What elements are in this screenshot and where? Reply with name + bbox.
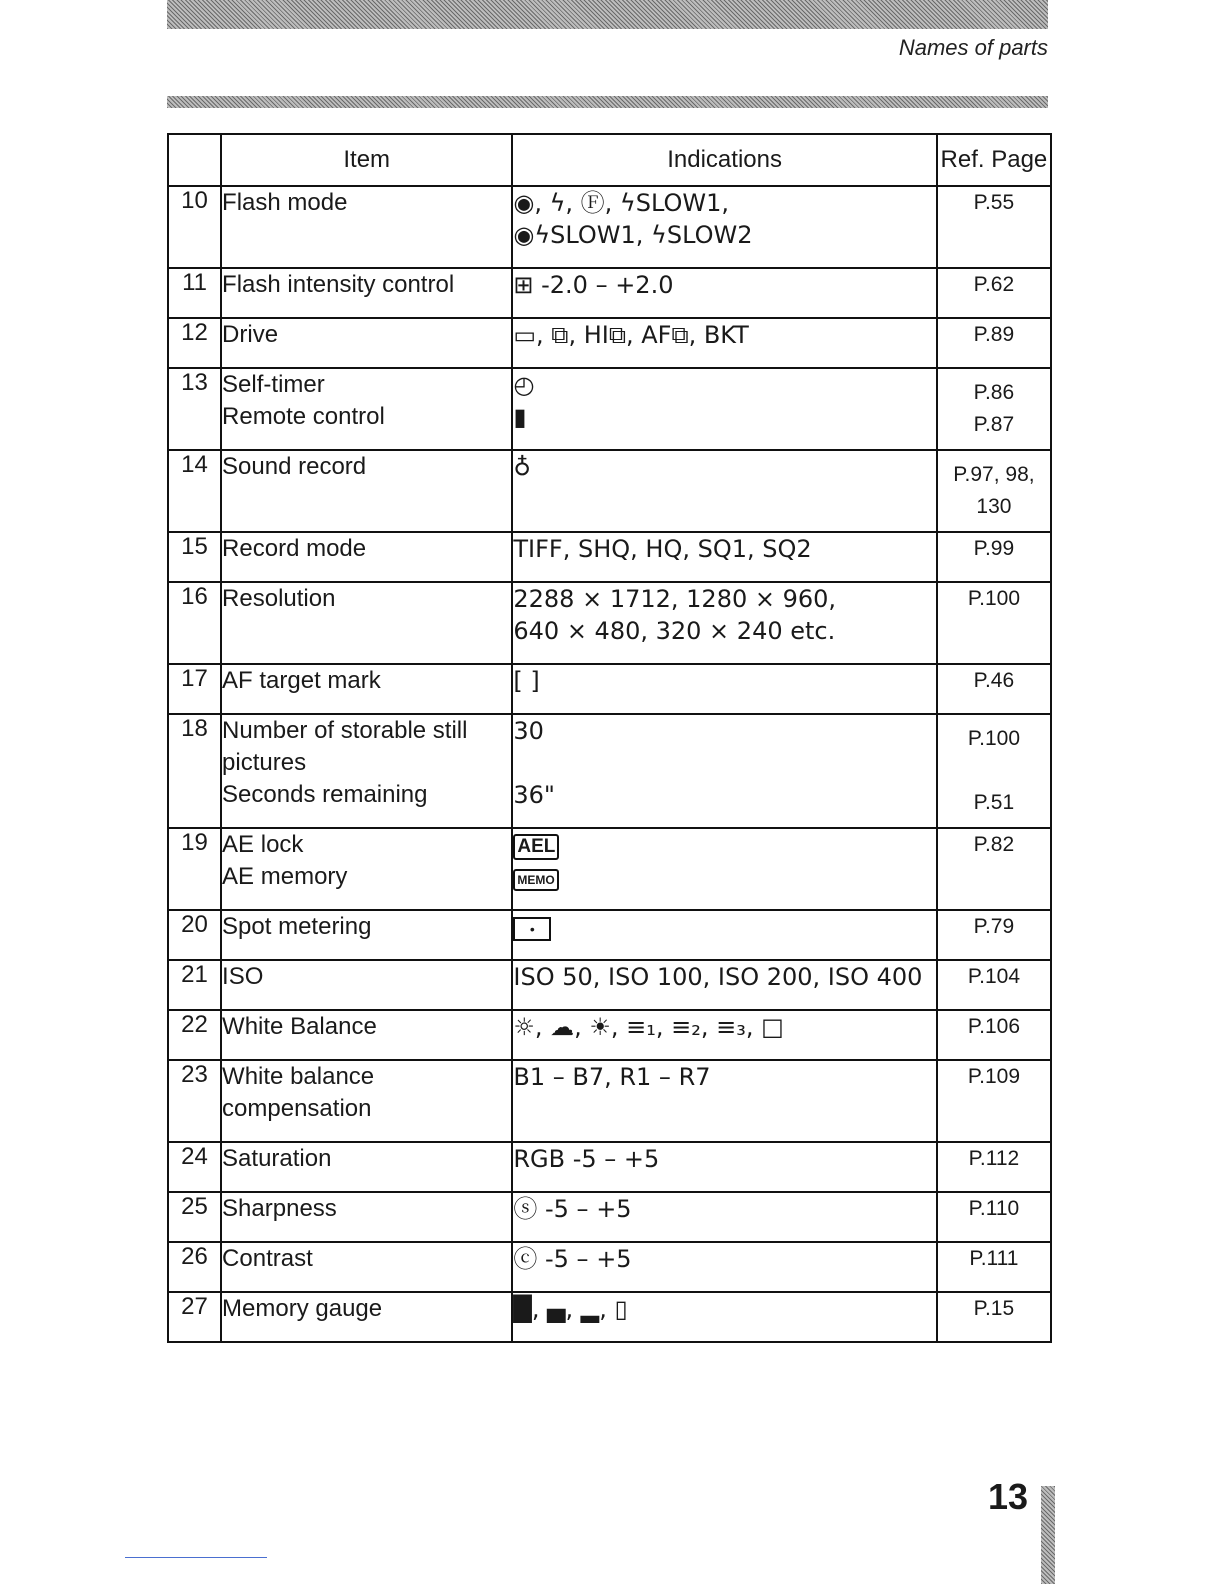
- table-row: [168, 1242, 1051, 1292]
- item-text: Flash intensity control: [222, 271, 455, 298]
- ref-page-text: P.15: [973, 1297, 1015, 1320]
- indications-cell: [512, 714, 936, 828]
- indications-cell: [512, 664, 936, 714]
- table-row: [168, 582, 1051, 664]
- ref-page-text: 130: [976, 495, 1012, 518]
- row-number: 14: [168, 450, 221, 532]
- ref-page-text: P.100: [967, 727, 1020, 750]
- row-number: 18: [168, 714, 221, 828]
- table-row: [168, 910, 1051, 960]
- indication-text: ◉ϟSLOW1, ϟSLOW2: [513, 221, 753, 249]
- indication-text: ☼, ☁, ☀, ≡₁, ≡₂, ≡₃, □: [513, 1013, 784, 1041]
- item-text: ISO: [222, 963, 264, 990]
- ref-page-cell: [937, 532, 1051, 582]
- ref-page-text: P.104: [967, 965, 1020, 988]
- ref-page-text: P.62: [973, 273, 1015, 296]
- row-number: 27: [168, 1292, 221, 1342]
- indications-cell: [512, 1010, 936, 1060]
- ref-page-text: P.51: [973, 791, 1015, 814]
- ref-page-text: P.106: [967, 1015, 1020, 1038]
- section-title: Names of parts: [898, 35, 1048, 60]
- page-number: 13: [987, 1476, 1028, 1517]
- item-text: Flash mode: [222, 189, 348, 216]
- item-cell: [221, 532, 512, 582]
- item-cell: [221, 1142, 512, 1192]
- indications-cell: [512, 1142, 936, 1192]
- indication-text: RGB -5 – +5: [513, 1145, 660, 1173]
- header-item: Item: [221, 134, 512, 186]
- table-row: [168, 186, 1051, 268]
- row-number: 16: [168, 582, 221, 664]
- ref-page-cell: [937, 368, 1051, 450]
- indications-cell: [512, 582, 936, 664]
- row-number: 21: [168, 960, 221, 1010]
- ref-page-cell: [937, 1142, 1051, 1192]
- ref-page-text: [938, 755, 1050, 787]
- ref-page-cell: [937, 1242, 1051, 1292]
- indications-cell: [512, 186, 936, 268]
- indications-cell: [512, 828, 936, 910]
- ref-page-cell: [937, 186, 1051, 268]
- item-cell: [221, 828, 512, 910]
- item-text: pictures: [222, 749, 307, 776]
- item-text: Spot metering: [222, 913, 372, 940]
- row-number: 13: [168, 368, 221, 450]
- footer-underline: [125, 1557, 267, 1558]
- item-cell: [221, 1010, 512, 1060]
- item-cell: [221, 960, 512, 1010]
- item-cell: [221, 582, 512, 664]
- item-text: AF target mark: [222, 667, 381, 694]
- table-row: [168, 1010, 1051, 1060]
- item-cell: [221, 1192, 512, 1242]
- ae-lock-icon: AEL: [513, 834, 559, 860]
- table-row: [168, 268, 1051, 318]
- ref-page-text: P.89: [973, 323, 1015, 346]
- indication-text: B1 – B7, R1 – R7: [513, 1063, 711, 1091]
- indication-text: ISO 50, ISO 100, ISO 200, ISO 400: [513, 963, 923, 991]
- indication-line: [513, 911, 935, 943]
- item-text: Contrast: [222, 1245, 313, 1272]
- row-number: 20: [168, 910, 221, 960]
- table-row: [168, 318, 1051, 368]
- item-text: Sharpness: [222, 1195, 337, 1222]
- row-number: 24: [168, 1142, 221, 1192]
- row-number: 23: [168, 1060, 221, 1142]
- ref-page-cell: [937, 910, 1051, 960]
- header-num: [168, 134, 221, 186]
- item-cell: [221, 368, 512, 450]
- item-text: Number of storable still: [222, 717, 468, 744]
- item-cell: [221, 318, 512, 368]
- item-text: White Balance: [222, 1013, 377, 1040]
- ref-page-text: P.97, 98,: [953, 463, 1035, 486]
- item-text: Seconds remaining: [222, 781, 428, 808]
- ref-page-text: P.112: [968, 1147, 1020, 1170]
- spot-metering-icon: •: [513, 917, 551, 941]
- indications-cell: [512, 1292, 936, 1342]
- ref-page-cell: [937, 268, 1051, 318]
- indications-cell: [512, 1192, 936, 1242]
- indications-cell: [512, 368, 936, 450]
- table-row: [168, 960, 1051, 1010]
- header-rule-bar: [167, 96, 1048, 108]
- indication-text: ◉, ϟ, Ⓕ, ϟSLOW1,: [513, 189, 730, 217]
- row-number: 26: [168, 1242, 221, 1292]
- indication-text: ▮: [513, 403, 527, 431]
- ref-page-text: P.87: [973, 413, 1015, 436]
- item-text: AE lock: [222, 831, 304, 858]
- item-cell: [221, 714, 512, 828]
- row-number: 15: [168, 532, 221, 582]
- indication-text: 2288 × 1712, 1280 × 960,: [513, 585, 837, 613]
- ref-page-cell: [937, 664, 1051, 714]
- ref-page-cell: [937, 318, 1051, 368]
- item-text: Sound record: [222, 453, 367, 480]
- item-cell: [221, 268, 512, 318]
- item-text: compensation: [222, 1095, 372, 1122]
- indications-cell: [512, 910, 936, 960]
- table-row: [168, 1060, 1051, 1142]
- indication-text: 30: [513, 717, 544, 745]
- row-number: 10: [168, 186, 221, 268]
- row-number: 25: [168, 1192, 221, 1242]
- ref-page-text: P.55: [973, 191, 1015, 214]
- table-row: [168, 664, 1051, 714]
- indications-cell: [512, 960, 936, 1010]
- ref-page-cell: [937, 960, 1051, 1010]
- header-indications: Indications: [512, 134, 936, 186]
- item-cell: [221, 1060, 512, 1142]
- ref-page-text: P.111: [969, 1247, 1019, 1270]
- indications-cell: [512, 1242, 936, 1292]
- table-row: [168, 714, 1051, 828]
- table-header-row: [168, 134, 1051, 186]
- ref-page-cell: [937, 714, 1051, 828]
- item-cell: [221, 664, 512, 714]
- row-number: 22: [168, 1010, 221, 1060]
- row-number: 17: [168, 664, 221, 714]
- indication-line: [513, 861, 935, 893]
- item-text: Memory gauge: [222, 1295, 383, 1322]
- indication-text: [513, 747, 935, 779]
- header-hatch-bar: [167, 0, 1048, 29]
- item-cell: [221, 450, 512, 532]
- indication-text: ◴: [513, 371, 535, 399]
- indications-cell: [512, 268, 936, 318]
- item-text: Self-timer: [222, 371, 325, 398]
- indication-line: [513, 829, 935, 861]
- table-row: [168, 532, 1051, 582]
- ref-page-text: P.100: [967, 587, 1020, 610]
- item-text: AE memory: [222, 863, 348, 890]
- indications-cell: [512, 450, 936, 532]
- item-text: Record mode: [222, 535, 367, 562]
- indication-text: [ ]: [513, 667, 540, 695]
- ref-page-text: P.46: [973, 669, 1015, 692]
- thumb-tab: [1041, 1486, 1055, 1584]
- ref-page-cell: [937, 1060, 1051, 1142]
- item-text: Remote control: [222, 403, 385, 430]
- indications-cell: [512, 1060, 936, 1142]
- item-cell: [221, 1242, 512, 1292]
- ref-page-text: P.82: [973, 833, 1015, 856]
- ref-page-cell: [937, 1292, 1051, 1342]
- ref-page-text: P.79: [973, 915, 1015, 938]
- row-number: 11: [168, 268, 221, 318]
- indication-text: 640 × 480, 320 × 240 etc.: [513, 617, 836, 645]
- ref-page-cell: [937, 828, 1051, 910]
- item-cell: [221, 1292, 512, 1342]
- table-row: [168, 1142, 1051, 1192]
- item-cell: [221, 910, 512, 960]
- table-row: [168, 1192, 1051, 1242]
- table-row: [168, 450, 1051, 532]
- ref-page-text: P.99: [973, 537, 1015, 560]
- ae-memory-icon: MEMO: [513, 869, 558, 891]
- ref-page-text: P.110: [968, 1197, 1020, 1220]
- ref-page-text: P.109: [967, 1065, 1020, 1088]
- item-text: Saturation: [222, 1145, 332, 1172]
- indication-text: TIFF, SHQ, HQ, SQ1, SQ2: [513, 535, 812, 563]
- ref-page-cell: [937, 582, 1051, 664]
- indication-text: ⓒ -5 – +5: [513, 1245, 632, 1273]
- table-row: [168, 1292, 1051, 1342]
- indication-text: 36": [513, 781, 555, 809]
- table-row: [168, 828, 1051, 910]
- row-number: 19: [168, 828, 221, 910]
- ref-page-cell: [937, 450, 1051, 532]
- indication-text: ⊞ -2.0 – +2.0: [513, 271, 674, 299]
- indications-cell: [512, 318, 936, 368]
- indication-text: █, ▄, ▂, ▯: [513, 1295, 628, 1323]
- indication-text: ⓢ -5 – +5: [513, 1195, 632, 1223]
- indication-text: ♁: [513, 453, 531, 481]
- ref-page-cell: [937, 1010, 1051, 1060]
- header-ref-page: Ref. Page: [937, 134, 1051, 186]
- ref-page-text: P.86: [973, 381, 1015, 404]
- item-text: Drive: [222, 321, 279, 348]
- table-row: [168, 368, 1051, 450]
- row-number: 12: [168, 318, 221, 368]
- item-text: White balance: [222, 1063, 375, 1090]
- ref-page-cell: [937, 1192, 1051, 1242]
- parts-table: [167, 133, 1052, 1343]
- indication-text: ▭, ⧉, HI⧉, AF⧉, BKT: [513, 321, 749, 349]
- item-text: Resolution: [222, 585, 336, 612]
- item-cell: [221, 186, 512, 268]
- indications-cell: [512, 532, 936, 582]
